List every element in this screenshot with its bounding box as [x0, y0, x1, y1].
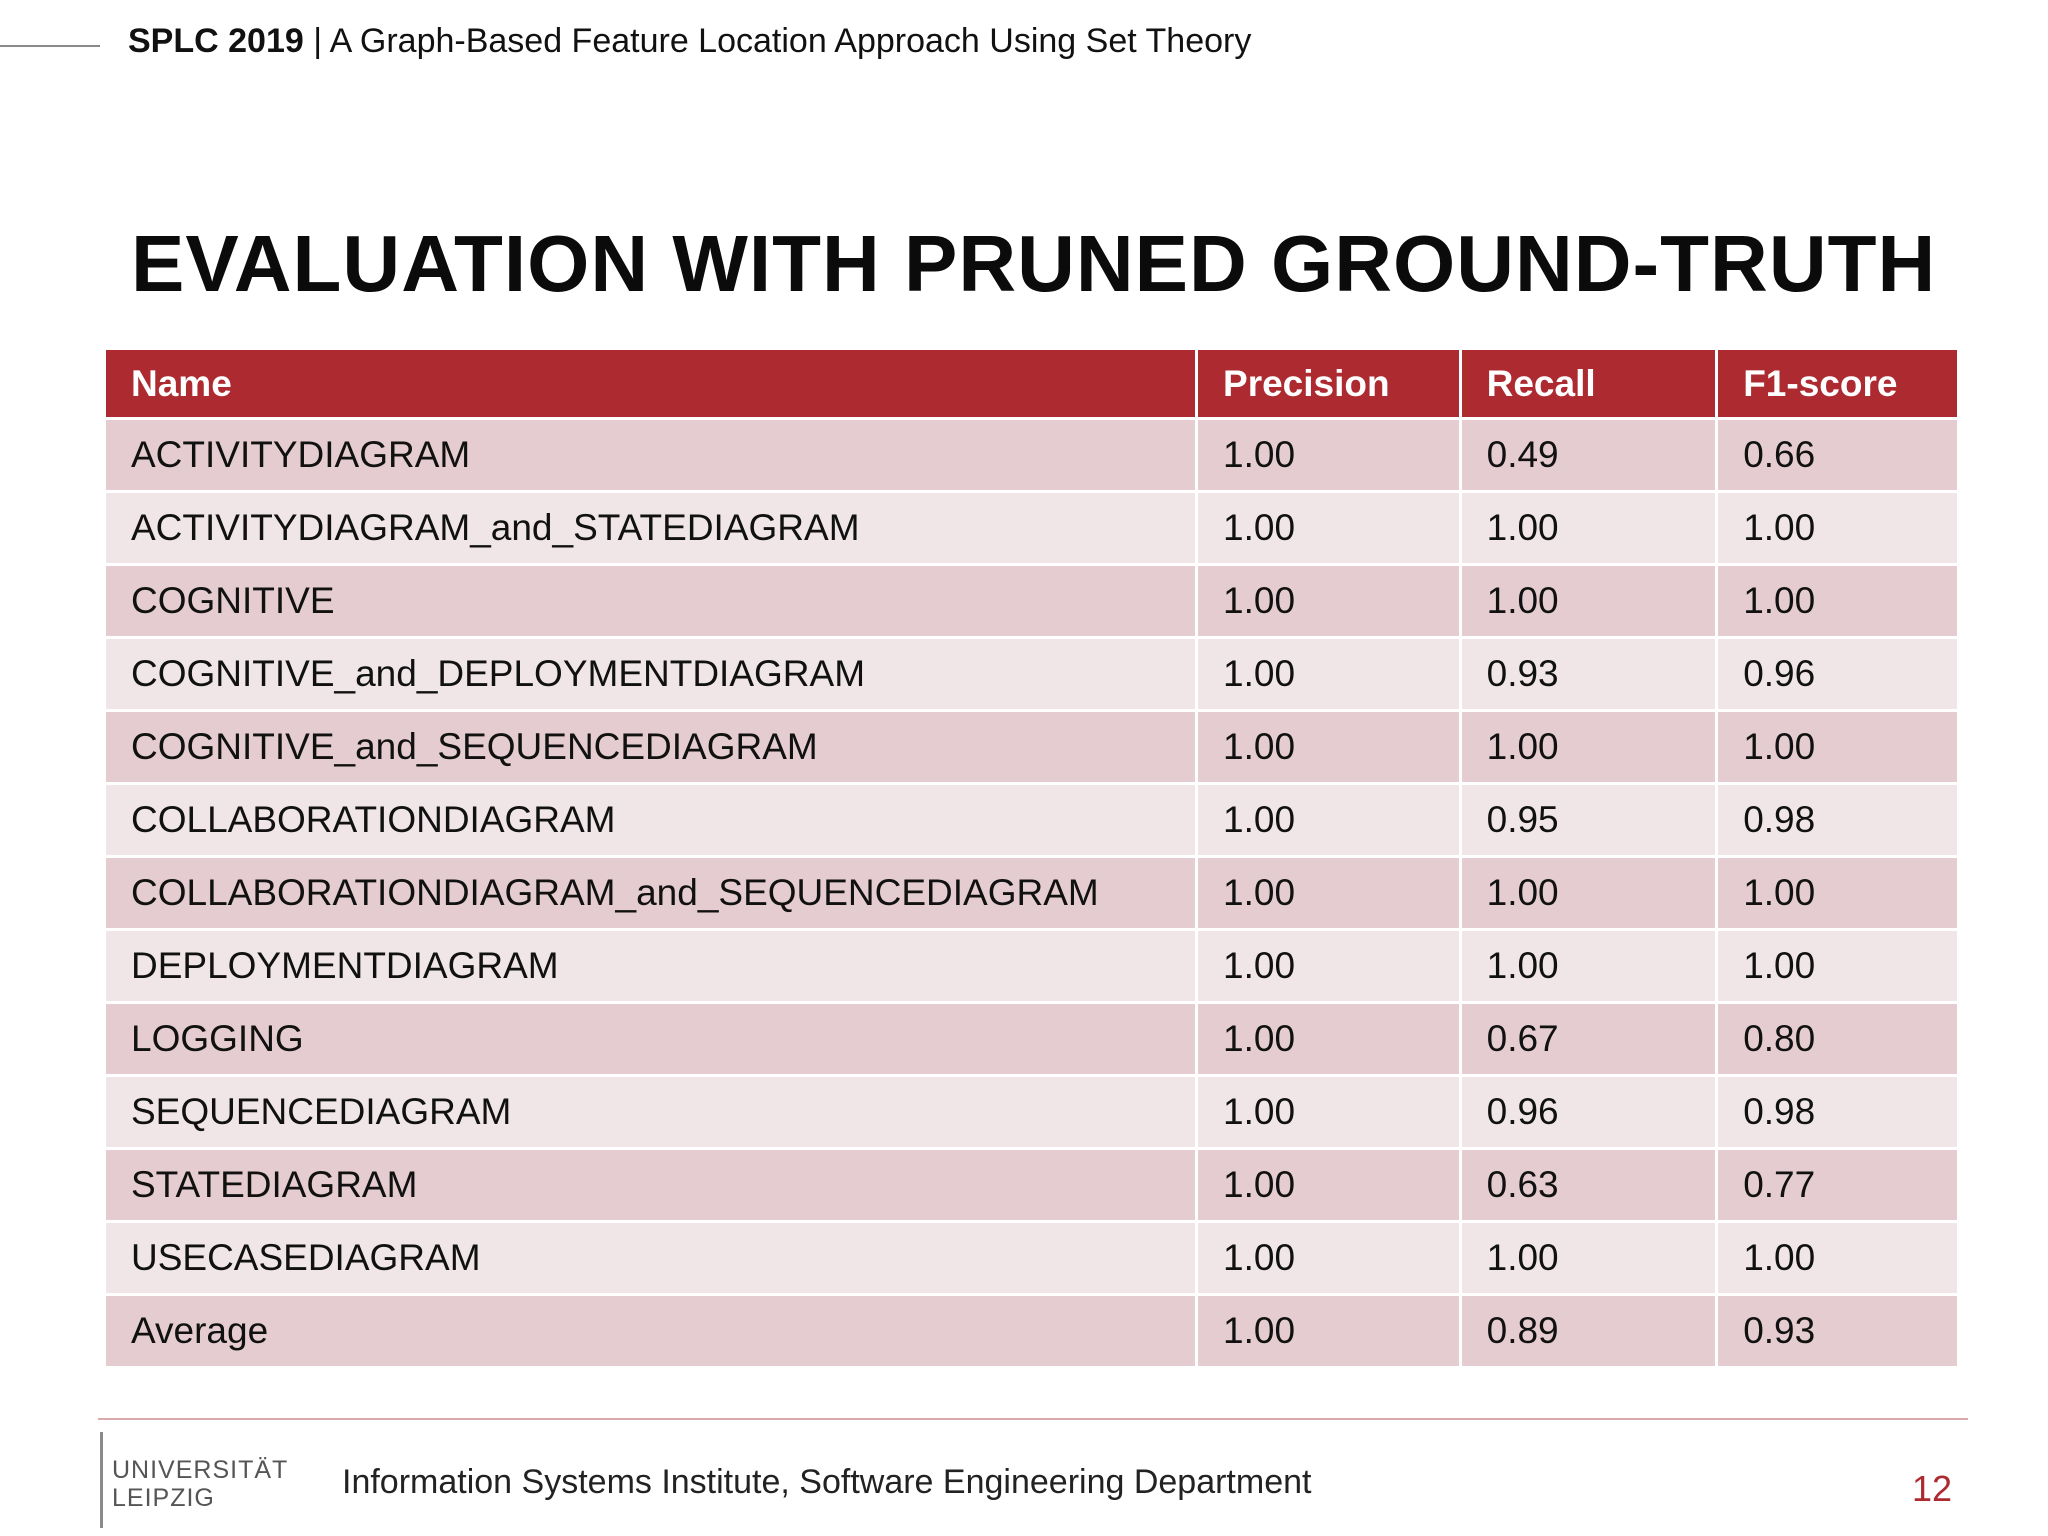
page-number: 12: [1912, 1468, 1953, 1509]
cell-f1-score: 0.98: [1718, 1077, 1957, 1147]
results-table: [103, 347, 1960, 1369]
cell-f1-score: 0.77: [1718, 1150, 1957, 1220]
cell-precision: 1.00: [1198, 420, 1459, 490]
cell-f1-score: 1.00: [1718, 493, 1957, 563]
cell-precision: 1.00: [1198, 1004, 1459, 1074]
university-logo: [100, 1432, 289, 1528]
cell-name: COLLABORATIONDIAGRAM: [106, 785, 1195, 855]
cell-f1-score: 1.00: [1718, 712, 1957, 782]
cell-precision: 1.00: [1198, 785, 1459, 855]
cell-f1-score: 1.00: [1718, 858, 1957, 928]
slide-header: [128, 22, 1251, 61]
cell-name: DEPLOYMENTDIAGRAM: [106, 931, 1195, 1001]
cell-precision: 1.00: [1198, 1296, 1459, 1366]
footer-rule: [98, 1418, 1968, 1420]
cell-recall: 0.96: [1462, 1077, 1716, 1147]
cell-recall: 1.00: [1462, 712, 1716, 782]
cell-f1-score: 0.80: [1718, 1004, 1957, 1074]
talk-title: A Graph-Based Feature Location Approach Using Set Theory: [329, 22, 1252, 60]
table-row: [106, 639, 1957, 709]
logo-line-1: UNIVERSITÄT: [112, 1456, 289, 1484]
column-header-f1-score: F1-score: [1718, 350, 1957, 417]
cell-recall: 1.00: [1462, 566, 1716, 636]
cell-recall: 0.93: [1462, 639, 1716, 709]
cell-precision: 1.00: [1198, 566, 1459, 636]
cell-name: STATEDIAGRAM: [106, 1150, 1195, 1220]
table-row: [106, 1296, 1957, 1366]
column-header-recall: Recall: [1462, 350, 1716, 417]
column-header-name: Name: [106, 350, 1195, 417]
cell-recall: 0.95: [1462, 785, 1716, 855]
table-row: [106, 1223, 1957, 1293]
table-row: [106, 1077, 1957, 1147]
cell-name: ACTIVITYDIAGRAM_and_STATEDIAGRAM: [106, 493, 1195, 563]
table-header-row: [106, 350, 1957, 417]
cell-recall: 1.00: [1462, 858, 1716, 928]
logo-bar: [100, 1432, 103, 1528]
table-row: [106, 566, 1957, 636]
conference-label: SPLC 2019: [128, 22, 304, 60]
cell-name: USECASEDIAGRAM: [106, 1223, 1195, 1293]
table-row: [106, 931, 1957, 1001]
cell-f1-score: 0.93: [1718, 1296, 1957, 1366]
table-row: [106, 712, 1957, 782]
cell-precision: 1.00: [1198, 1077, 1459, 1147]
cell-recall: 0.89: [1462, 1296, 1716, 1366]
cell-precision: 1.00: [1198, 1150, 1459, 1220]
cell-precision: 1.00: [1198, 712, 1459, 782]
cell-precision: 1.00: [1198, 493, 1459, 563]
cell-recall: 0.67: [1462, 1004, 1716, 1074]
cell-precision: 1.00: [1198, 858, 1459, 928]
cell-name: SEQUENCEDIAGRAM: [106, 1077, 1195, 1147]
table-row: [106, 1150, 1957, 1220]
cell-recall: 1.00: [1462, 1223, 1716, 1293]
cell-f1-score: 1.00: [1718, 1223, 1957, 1293]
header-rule: [0, 45, 100, 47]
cell-name: COGNITIVE: [106, 566, 1195, 636]
table-row: [106, 785, 1957, 855]
cell-name: Average: [106, 1296, 1195, 1366]
slide-title: EVALUATION WITH PRUNED GROUND-TRUTH: [131, 219, 1937, 308]
cell-precision: 1.00: [1198, 639, 1459, 709]
cell-recall: 0.49: [1462, 420, 1716, 490]
cell-recall: 1.00: [1462, 931, 1716, 1001]
cell-name: COGNITIVE_and_DEPLOYMENTDIAGRAM: [106, 639, 1195, 709]
cell-f1-score: 0.96: [1718, 639, 1957, 709]
cell-f1-score: 1.00: [1718, 566, 1957, 636]
table-row: [106, 1004, 1957, 1074]
cell-precision: 1.00: [1198, 1223, 1459, 1293]
logo-line-2: LEIPZIG: [112, 1484, 215, 1512]
cell-name: ACTIVITYDIAGRAM: [106, 420, 1195, 490]
cell-f1-score: 0.98: [1718, 785, 1957, 855]
department-label: Information Systems Institute, Software Engineering Department: [342, 1463, 1312, 1501]
header-separator: |: [313, 22, 323, 60]
cell-recall: 0.63: [1462, 1150, 1716, 1220]
column-header-precision: Precision: [1198, 350, 1459, 417]
cell-name: COLLABORATIONDIAGRAM_and_SEQUENCEDIAGRAM: [106, 858, 1195, 928]
cell-name: COGNITIVE_and_SEQUENCEDIAGRAM: [106, 712, 1195, 782]
cell-recall: 1.00: [1462, 493, 1716, 563]
cell-name: LOGGING: [106, 1004, 1195, 1074]
cell-f1-score: 1.00: [1718, 931, 1957, 1001]
table-row: [106, 858, 1957, 928]
table-row: [106, 493, 1957, 563]
cell-f1-score: 0.66: [1718, 420, 1957, 490]
table-body: [106, 420, 1957, 1366]
cell-precision: 1.00: [1198, 931, 1459, 1001]
table-row: [106, 420, 1957, 490]
